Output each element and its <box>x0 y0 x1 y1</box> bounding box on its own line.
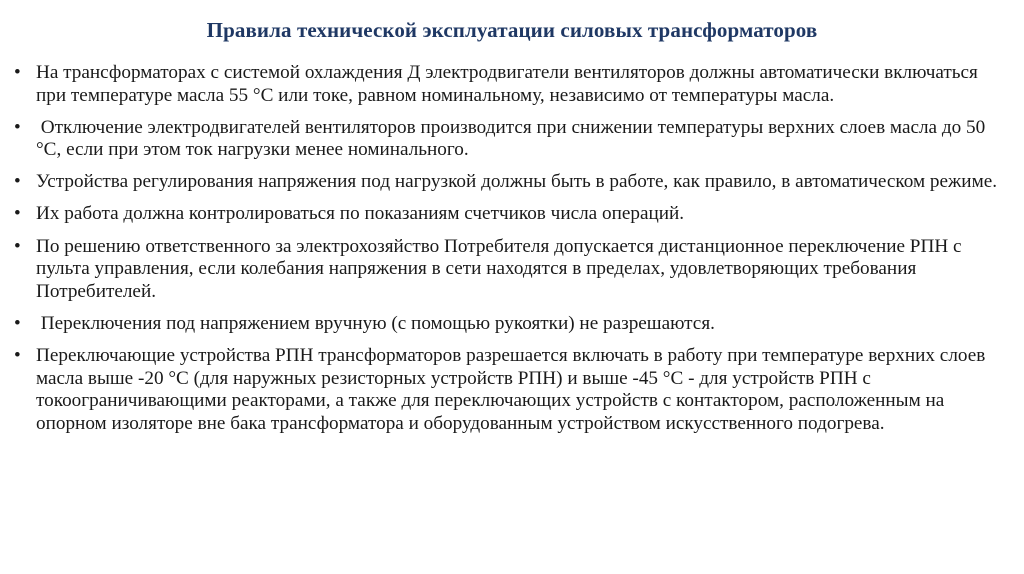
list-item-text: Устройства регулирования напряжения под нагрузкой должны быть в работе, как правило, в автоматическом режиме. <box>36 171 998 193</box>
bullet-icon: • <box>14 203 21 225</box>
list-item-text: По решению ответственного за электрохозяйство Потребителя допускается дистанционное переключение РПН с пульта управления, если колебания напряжения в сети находятся в пределах, удовлетворяющих требования Потребителей. <box>36 235 962 302</box>
list-item <box>14 117 1010 162</box>
list-item-text: Переключающие устройства РПН трансформаторов разрешается включать в работу при температуре верхних слоев масла выше -20 °С (для наружных резисторных устройств РПН) и выше -45 °С - для устройств РПН с токоограничивающими реакторами, а также для переключающих устройств с контактором, расположенным на опорном изоляторе вне бака трансформатора и оборудованным устройством искусственного подогрева. <box>36 344 986 434</box>
list-item <box>14 236 1010 304</box>
bullet-icon: • <box>14 312 21 334</box>
bullet-list <box>14 62 1010 445</box>
list-item <box>14 171 1010 194</box>
list-item <box>14 203 1010 226</box>
bullet-icon: • <box>14 235 21 257</box>
bullet-icon: • <box>14 171 21 193</box>
list-item-text: На трансформаторах с системой охлаждения Д электродвигатели вентиляторов должны автоматически включаться при температуре масла 55 °С или токе, равном номинальному, независимо от температуры масла. <box>36 62 978 106</box>
list-item-text: Отключение электродвигателей вентиляторов производится при снижении температуры верхних слоев масла до 50 °С, если при этом ток нагрузки менее номинального. <box>36 116 991 161</box>
list-item <box>14 313 1010 336</box>
list-item-text: Их работа должна контролироваться по показаниям счетчиков числа операций. <box>36 203 685 225</box>
slide-title: Правила технической эксплуатации силовых трансформаторов <box>206 18 818 42</box>
list-item <box>14 345 1010 435</box>
bullet-icon: • <box>14 62 21 83</box>
list-item <box>14 62 1010 107</box>
bullet-icon: • <box>14 116 21 138</box>
list-item-text: Переключения под напряжением вручную (с помощью рукоятки) не разрешаются. <box>36 312 715 334</box>
bullet-icon: • <box>14 344 21 366</box>
